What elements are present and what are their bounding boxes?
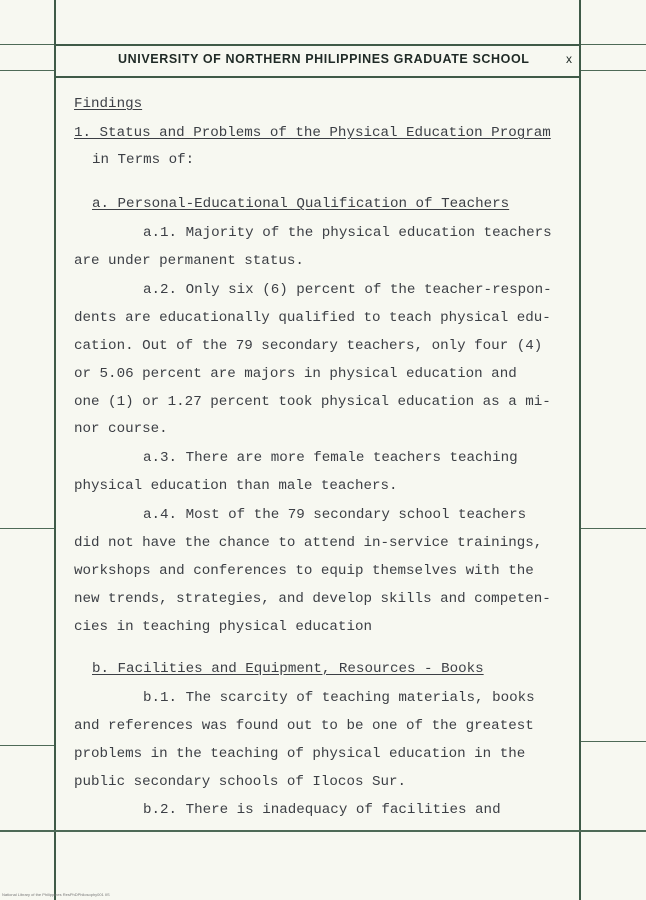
text-line: new trends, strategies, and develop skills and competen- [74, 591, 551, 607]
text-line: problems in the teaching of physical education in the [74, 746, 526, 762]
outer-rule-left-mid [0, 528, 54, 529]
text-line: or 5.06 percent are majors in physical education and [74, 366, 517, 382]
page-number: x [566, 52, 572, 66]
outer-rule-right-mid [581, 528, 646, 529]
text-line: dents are educationally qualified to teach physical edu- [74, 310, 551, 326]
findings-heading: Findings [74, 96, 143, 112]
text-line: a.1. Majority of the physical education teachers [143, 225, 552, 241]
section-1-text: 1. Status and Problems of the Physical Education Program [74, 125, 551, 141]
text-line: in Terms of: [92, 152, 195, 168]
text-line: cation. Out of the 79 secondary teachers, only four (4) [74, 338, 543, 354]
text-line: one (1) or 1.27 percent took physical education as a mi- [74, 394, 551, 410]
text-line: and references was found out to be one of the greatest [74, 718, 534, 734]
text-line: b.2. There is inadequacy of facilities and [143, 802, 501, 818]
outer-rule-right-low [581, 741, 646, 742]
text-line: nor course. [74, 421, 168, 437]
text-line: a.2. Only six (6) percent of the teacher-respon- [143, 282, 552, 298]
outer-rule-left-low [0, 745, 54, 746]
page-header [56, 44, 580, 78]
bottom-rule [0, 830, 646, 832]
outer-rule-right-top [581, 44, 646, 45]
outer-rule-right-top2 [581, 70, 646, 71]
text-line: public secondary schools of Ilocos Sur. [74, 774, 407, 790]
section-1-heading [74, 125, 551, 141]
text-line: did not have the chance to attend in-service trainings, [74, 535, 543, 551]
text-line: a.3. There are more female teachers teaching [143, 450, 518, 466]
text-line: are under permanent status. [74, 253, 304, 269]
text-line: cies in teaching physical education [74, 619, 372, 635]
text-line: workshops and conferences to equip themselves with the [74, 563, 534, 579]
subsection-a-heading: a. Personal-Educational Qualification of Teachers [92, 196, 510, 212]
outer-rule-left-top2 [0, 70, 54, 71]
footer-note: National Library of the Philippines ResPhDPhilosophy001 IlS [2, 892, 110, 897]
outer-rule-left-top [0, 44, 54, 45]
text-line: a.4. Most of the 79 secondary school teachers [143, 507, 527, 523]
header-title: UNIVERSITY OF NORTHERN PHILIPPINES GRADUATE SCHOOL [118, 52, 530, 66]
subsection-b-heading: b. Facilities and Equipment, Resources - Books [92, 661, 484, 677]
text-line: b.1. The scarcity of teaching materials, books [143, 690, 535, 706]
right-margin-line [579, 0, 581, 900]
left-margin-line [54, 0, 56, 900]
text-line: physical education than male teachers. [74, 478, 398, 494]
